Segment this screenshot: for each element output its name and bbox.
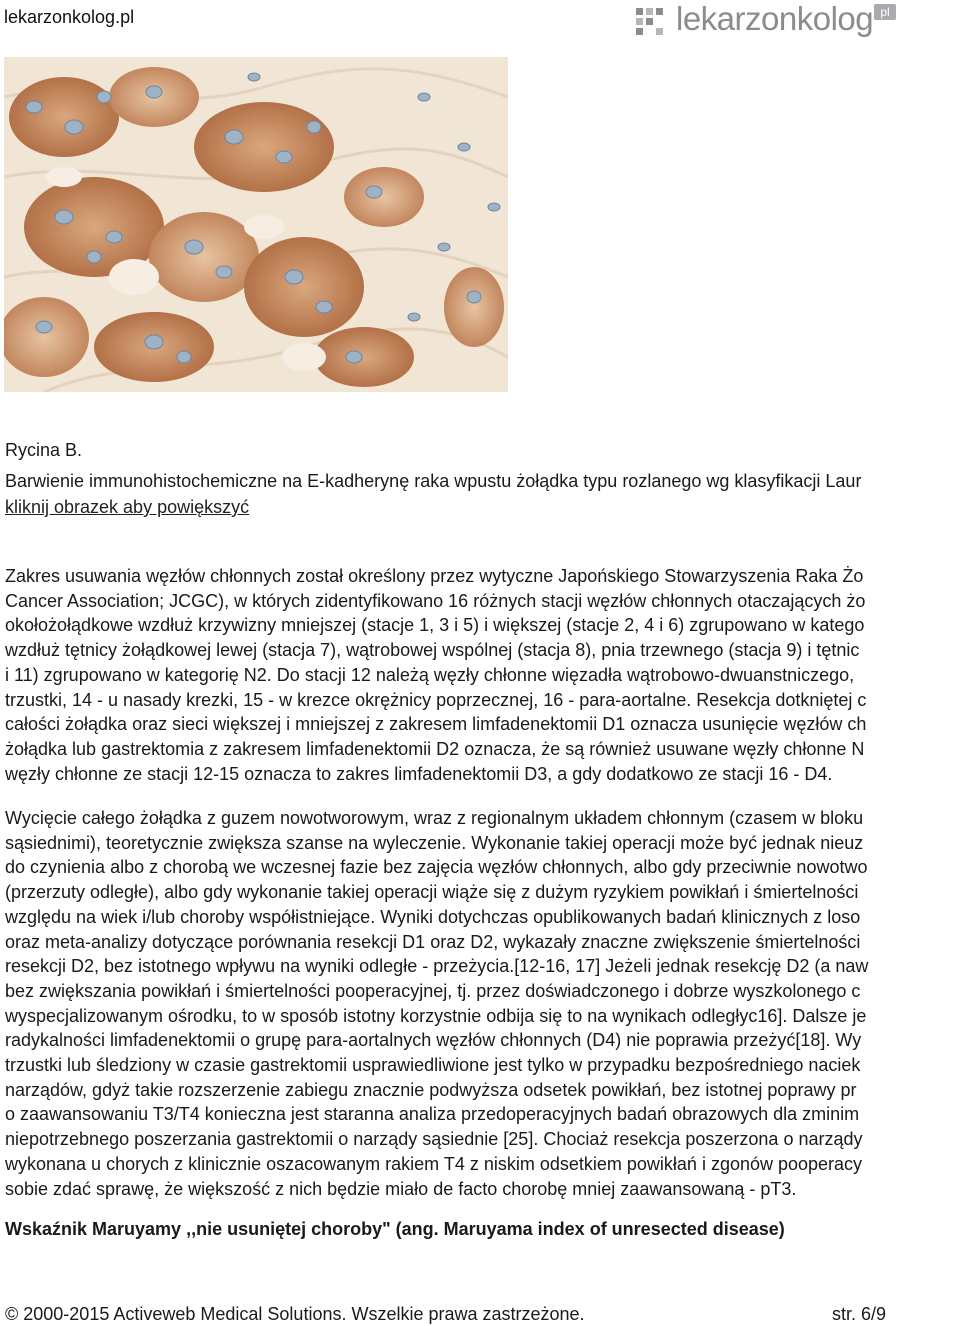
logo-suffix: pl	[874, 4, 896, 20]
figure-label: Rycina B.	[5, 440, 83, 460]
text-line: względu na wiek i/lub choroby współistniejące. Wyniki dotychczas opublikowanych badań klinicznych z loso	[5, 906, 861, 927]
logo-text: lekarzonkolog	[676, 0, 874, 37]
figure-caption: Barwienie immunohistochemiczne na E-kadherynę raka wpustu żołądka typu rozlanego wg klasyfikacji Laur	[5, 471, 862, 491]
section-heading: Wskaźnik Maruyamy ,,nie usuniętej choroby" (ang. Maruyama index of unresected disease)	[5, 1219, 785, 1239]
text-line: bez zwiększania powikłań i śmiertelności pooperacyjnej, tj. przez doświadczonego i dobrze wyszkolonego c	[5, 980, 861, 1001]
enlarge-image-link[interactable]: kliknij obrazek aby powiększyć	[5, 497, 250, 517]
text-line: Wycięcie całego żołądka z guzem nowotworowym, wraz z regionalnym układem chłonnym (czasem w bloku	[5, 808, 864, 828]
histology-image[interactable]	[4, 57, 508, 392]
text-line: o zaawansowaniu T3/T4 konieczna jest staranna analiza przedoperacyjnych badań obrazowych dla zminim	[5, 1104, 860, 1125]
text-line: wzdłuż tętnicy żołądkowej lewej (stacja 7), wątrobowej wspólnej (stacja 8), pnia trzewnego (stacja 9) i tętnic	[5, 640, 860, 661]
text-line: narządów, gdyż takie rozszerzenie zabiegu znacznie podwyższa odsetek powikłań, bez istotnej poprawy pr	[5, 1079, 857, 1100]
text-line: oraz meta-analizy dotyczące porównania resekcji D1 oraz D2, wykazały znaczne zwiększenie śmiertelności	[5, 931, 861, 952]
copyright-notice: © 2000-2015 Activeweb Medical Solutions. Wszelkie prawa zastrzeżone.	[5, 1304, 585, 1324]
paragraph-lymph-node-stations	[5, 564, 960, 786]
micrograph-graphic	[4, 57, 508, 392]
text-line: sąsiednimi), teoretycznie zwiększa szanse na wyleczenie. Wykonanie takiej operacji może być jednak nieuz	[5, 832, 864, 853]
text-line: sobie zdać sprawę, że większość z nich będzie miało de facto chorobę mniej zaawansowaną - pT3.	[5, 1178, 797, 1199]
site-logo[interactable]	[634, 0, 899, 40]
text-line: żołądka lub gastrektomia z zakresem limfadenektomii D2 oznacza, że są również usuwane węzły chłonne N	[5, 738, 865, 759]
paragraph-gastrectomy	[5, 806, 960, 1201]
text-line: i 11) zgrupowano w kategorię N2. Do stacji 12 należą węzły chłonne więzadła wątrobowo-dwuanstniczego,	[5, 664, 855, 685]
text-line: Cancer Association; JCGC), w których zidentyfikowano 16 różnych stacji węzłów chłonnych otaczających żo	[5, 590, 866, 611]
text-line: (przerzuty odległe), albo gdy wykonanie takiej operacji wiąże się z dużym ryzykiem powikłań i śmiertelności	[5, 882, 859, 903]
text-line: okołożołądkowe wzdłuż krzywizny mniejszej (stacje 1, 3 i 5) i większej (stacje 2, 4 i 6) zgrupowano w katego	[5, 615, 865, 636]
site-name: lekarzonkolog.pl	[4, 7, 135, 27]
text-line: wykonana u chorych z klinicznie oszacowanym rakiem T4 z niskim odsetkiem powikłań i zgonów pooperacy	[5, 1153, 863, 1174]
text-line: węzły chłonne ze stacji 12-15 oznacza to zakres limfadenektomii D3, a gdy dodatkowo ze stacji 16 - D4.	[5, 763, 833, 784]
text-line: resekcji D2, bez istotnego wpływu na wyniki odległe - przeżycia.[12-16, 17] Jeżeli jednak resekcję D2 (a naw	[5, 956, 869, 977]
text-line: do czynienia albo z chorobą we wczesnej fazie bez zajęcia węzłów chłonnych, albo gdy przeciwnie nowotwo	[5, 857, 868, 878]
text-line: trzustki, 14 - u nasady krezki, 15 - w krezce okrężnicy poprzecznej, 16 - para-aortalne. Resekcja dotkniętej c	[5, 689, 867, 710]
logo-dots-icon	[634, 6, 670, 36]
text-line: trzustki lub śledziony w czasie gastrektomii usprawiedliwione jest tylko w przypadku bezpośredniego naciek	[5, 1055, 861, 1076]
page-number: str. 6/9	[832, 1304, 887, 1324]
text-line: radykalności limfadenektomii o grupę para-aortalnych węzłów chłonnych (D4) nie poprawia przeżyć[18]. Wy	[5, 1030, 862, 1051]
text-line: wyspecjalizowanym ośrodku, to w sposób istotny korzystnie odbija się to na wynikach odległyc16]. Dalsze je	[5, 1005, 867, 1026]
text-line: Zakres usuwania węzłów chłonnych został określony przez wytyczne Japońskiego Stowarzyszenia Raka Żo	[5, 566, 864, 586]
text-line: całości żołądka oraz sieci większej i mniejszej z zakresem limfadenektomii D1 oznacza usunięcie węzłów ch	[5, 714, 867, 735]
text-line: niepotrzebnego poszerzania gastrektomii o narządy sąsiednie [25]. Chociaż resekcja poszerzona o narządy	[5, 1129, 863, 1150]
